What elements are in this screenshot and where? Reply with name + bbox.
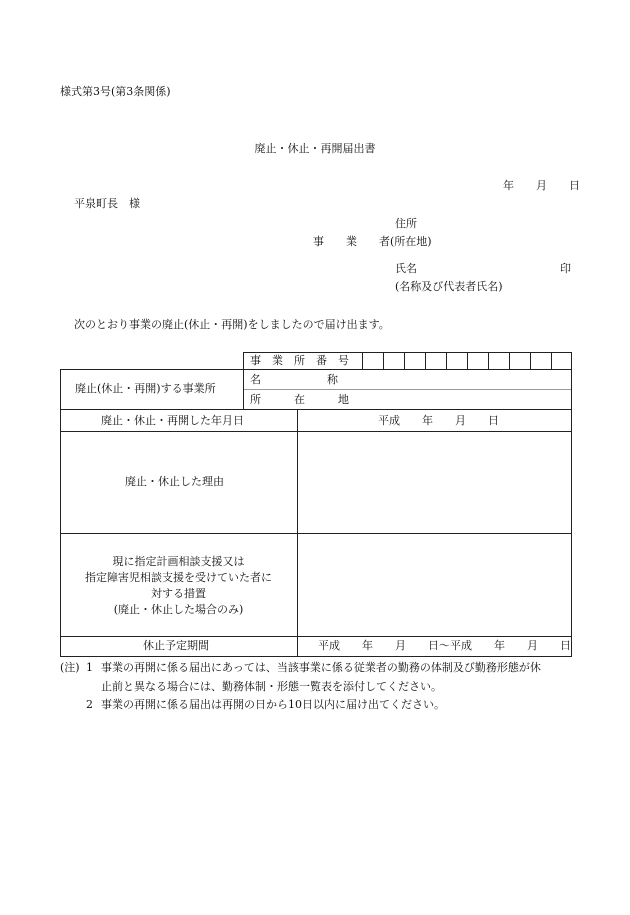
measures-line: (廃止・休止した場合のみ) — [113, 602, 244, 616]
date-row-value: 平成 年 月 日 — [378, 414, 499, 427]
digit-box-line — [488, 352, 489, 370]
digit-box-line — [467, 352, 468, 370]
note-number: 1 — [86, 661, 93, 674]
digit-box-line — [425, 352, 426, 370]
table-line — [243, 352, 244, 410]
table-line — [60, 431, 572, 432]
table-line — [60, 636, 572, 637]
table-line — [297, 409, 298, 657]
office-name-label: 名 称 — [250, 373, 338, 386]
name-note: (名称及び代表者氏名) — [395, 280, 503, 293]
digit-box-line — [404, 352, 405, 370]
table-line — [60, 409, 572, 410]
name-label: 氏名 — [395, 262, 417, 275]
note-number: 2 — [86, 698, 93, 711]
table-line — [243, 389, 572, 390]
digit-box-line — [362, 352, 363, 370]
digit-box-line — [551, 352, 552, 370]
measures-label — [60, 554, 297, 618]
reason-label: 廃止・休止した理由 — [125, 475, 224, 488]
digit-box-line — [509, 352, 510, 370]
table-line — [60, 656, 572, 657]
table-line — [243, 352, 572, 353]
addressee: 平泉町長 様 — [74, 197, 140, 210]
digit-box-line — [446, 352, 447, 370]
form-title: 廃止・休止・再開届出書 — [254, 142, 376, 155]
table-line — [571, 352, 572, 657]
office-row-label: 廃止(休止・再開)する事業所 — [75, 382, 216, 395]
date-row-label: 廃止・休止・再開した年月日 — [101, 414, 244, 427]
measures-line: 対する措置 — [151, 586, 206, 600]
measures-line: 現に指定計画相談支援又は — [112, 555, 245, 568]
business-operator-label: 事 業 者(所在地) — [313, 235, 432, 248]
suspend-period-label: 休止予定期間 — [143, 639, 209, 652]
form-number: 様式第3号(第3条関係) — [60, 85, 171, 98]
table-line — [60, 369, 572, 370]
note-text: 事業の再開に係る届出は再開の日から10日以内に届け出てください。 — [101, 698, 445, 711]
seal-mark: 印 — [560, 262, 571, 275]
address-label: 住所 — [395, 217, 417, 230]
note-text: 事業の再開に係る届出にあっては、当該事業に係る従業者の勤務の体制及び勤務形態が休 — [101, 661, 541, 674]
note-text: 止前と異なる場合には、勤務体制・形態一覧表を添付してください。 — [101, 680, 442, 693]
measures-line: 指定障害児相談支援を受けていた者に — [85, 570, 272, 584]
digit-box-line — [383, 352, 384, 370]
table-line — [60, 533, 572, 534]
notes-prefix: (注) — [60, 661, 80, 674]
submission-date: 年 月 日 — [503, 179, 580, 192]
suspend-period-value: 平成 年 月 日～平成 年 月 日 — [318, 639, 571, 652]
office-location-label: 所 在 地 — [250, 393, 349, 406]
office-number-label: 事 業 所 番 号 — [250, 354, 349, 367]
digit-box-line — [530, 352, 531, 370]
intro-text: 次のとおり事業の廃止(休止・再開)をしましたので届け出ます。 — [74, 318, 390, 331]
